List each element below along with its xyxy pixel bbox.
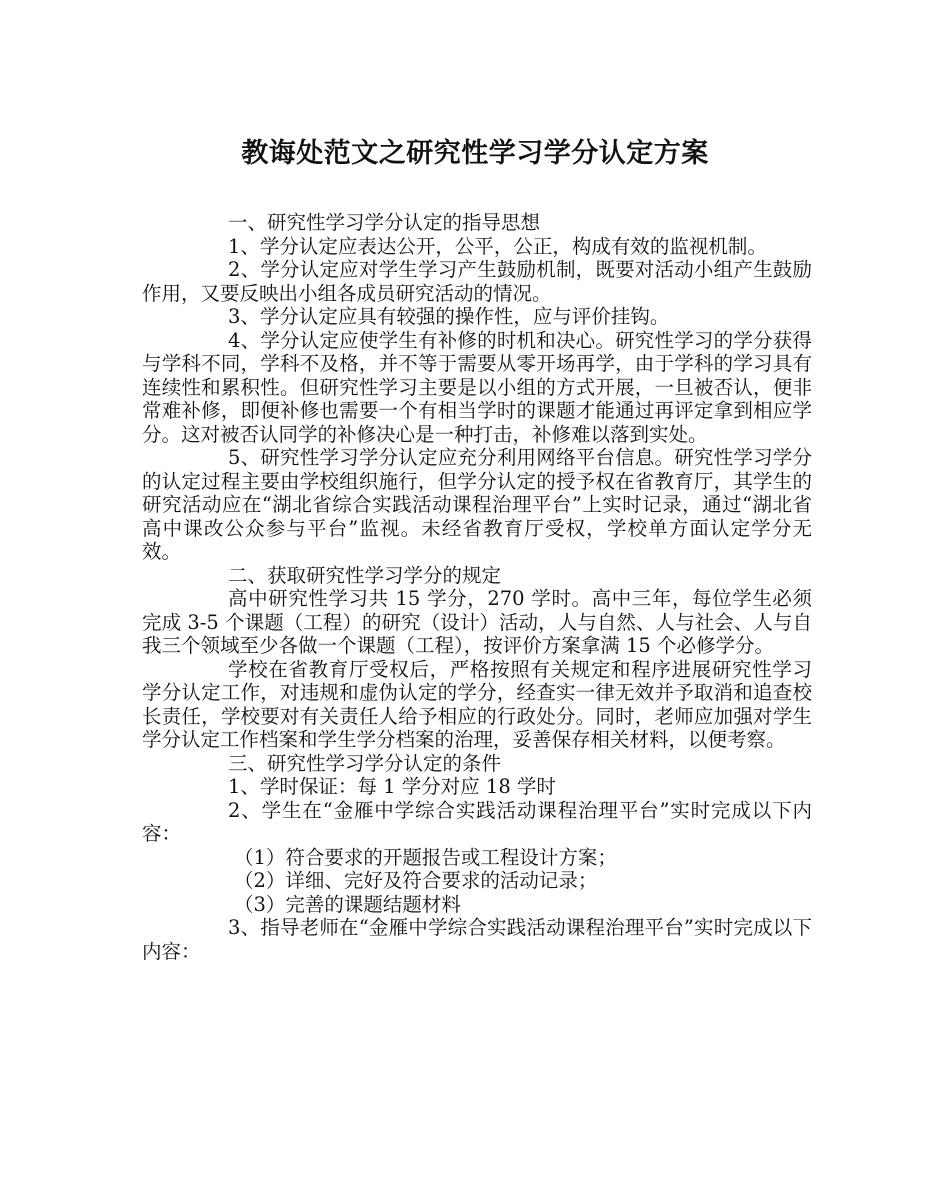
section-heading-2: 二、获取研究性学习学分的规定 xyxy=(228,563,502,587)
list-item-3-2-2: （2）详细、完好及符合要求的活动记录； xyxy=(234,869,598,892)
paragraph-3-2: 2、学生在“金雁中学综合实践活动课程治理平台”实时完成以下内容： xyxy=(142,798,812,845)
paragraph-2-1: 高中研究性学习共 15 学分，270 学时。高中三年，每位学生必须完成 3-5 个课题（工程）的研究（设计）活动，人与自然、人与社会、人与自我三个领域至少各做一个课题（工程），按评价方案拿满 15 个必修学分。 xyxy=(142,587,812,657)
paragraph-1-2: 2、学分认定应对学生学习产生鼓励机制，既要对活动小组产生鼓励作用，又要反映出小组各成员研究活动的情况。 xyxy=(142,258,812,305)
document-body xyxy=(142,211,812,963)
paragraph-1-4: 4、学分认定应使学生有补修的时机和决心。研究性学习的学分获得与学科不同，学科不及格，并不等于需要从零开场再学，由于学科的学习具有连续性和累积性。但研究性学习主要是以小组的方式开展，一旦被否认，便非常难补修，即便补修也需要一个有相当学时的课题才能通过再评定拿到相应学分。这对被否认同学的补修决心是一种打击，补修难以落到实处。 xyxy=(142,328,812,446)
document-title: 教诲处范文之研究性学习学分认定方案 xyxy=(241,138,709,169)
section-heading-3: 三、研究性学习学分认定的条件 xyxy=(228,751,502,775)
paragraph-2-2: 学校在省教育厅受权后，严格按照有关规定和程序进展研究性学习学分认定工作，对违规和虚伪认定的学分，经查实一律无效并予取消和追查校长责任，学校要对有关责任人给予相应的行政处分。同时，老师应加强对学生学分认定工作档案和学生学分档案的治理，妥善保存相关材料，以便考察。 xyxy=(142,657,812,751)
section-heading-1: 一、研究性学习学分认定的指导思想 xyxy=(228,211,541,234)
paragraph-1-5: 5、研究性学习学分认定应充分利用网络平台信息。研究性学习学分的认定过程主要由学校组织施行，但学分认定的授予权在省教育厅，其学生的研究活动应在“湖北省综合实践活动课程治理平台”上实时记录，通过“湖北省高中课改公众参与平台”监视。未经省教育厅受权，学校单方面认定学分无效。 xyxy=(142,446,812,563)
paragraph-1-3: 3、学分认定应具有较强的操作性，应与评价挂钩。 xyxy=(228,305,670,328)
paragraph-3-1: 1、学时保证：每 1 学分对应 18 学时 xyxy=(228,775,556,798)
list-item-3-2-3: （3）完善的课题结题材料 xyxy=(234,892,461,916)
paragraph-3-3: 3、指导老师在“金雁中学综合实践活动课程治理平台”实时完成以下内容： xyxy=(142,916,812,963)
list-item-3-2-1: （1）符合要求的开题报告或工程设计方案； xyxy=(234,845,617,869)
paragraph-1-1: 1、学分认定应表达公开，公平，公正，构成有效的监视机制。 xyxy=(228,234,767,258)
